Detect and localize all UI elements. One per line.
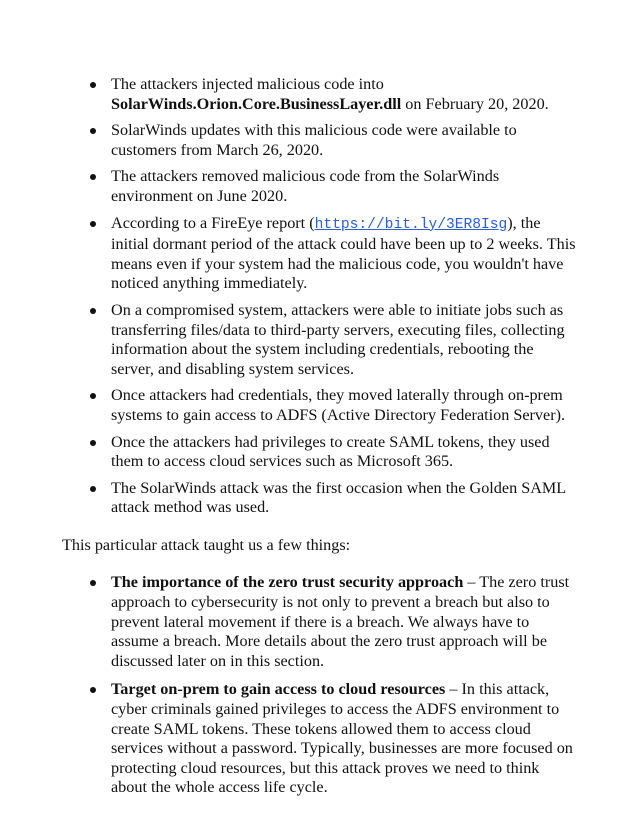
list-item-text: on February 20, 2020.: [401, 94, 549, 113]
fireeye-report-link[interactable]: https://bit.ly/3ER8Isg: [314, 216, 508, 233]
bullet-icon: [90, 486, 96, 492]
bullet-icon: [90, 82, 96, 88]
bullet-icon: [90, 221, 96, 227]
list-item: [80, 214, 578, 294]
bullet-icon: [90, 308, 96, 314]
list-item: [80, 479, 578, 518]
timeline-bullet-list: [80, 75, 578, 518]
lessons-intro-paragraph: This particular attack taught us a few things:: [62, 535, 351, 554]
bullet-icon: [90, 440, 96, 446]
lesson-heading: Target on-prem to gain access to cloud resources: [111, 680, 446, 699]
list-item-text: On a compromised system, attackers were able to initiate jobs such as transferring files/data to third-party servers, executing files, collecting information about the system including credentials, rebooting the server, and disabling system services.: [111, 300, 565, 378]
list-item: [80, 75, 578, 114]
lessons-bullet-list: [80, 573, 578, 798]
list-item-text: The SolarWinds attack was the first occasion when the Golden SAML attack method was used.: [111, 478, 566, 517]
list-item-text: – In this attack, cyber criminals gained privileges to access the ADFS environment to create SAML tokens. These tokens allowed them to access cloud services without a password. Typically, businesses are more focused on protecting cloud resources, but this attack proves we need to think about the whole access life cycle.: [111, 680, 573, 797]
list-item-text: Once attackers had credentials, they moved laterally through on-prem systems to gain access to ADFS (Active Directory Federation Server).: [111, 386, 566, 424]
list-item: [80, 573, 578, 671]
bullet-icon: [90, 174, 96, 180]
list-item-text: The attackers removed malicious code from the SolarWinds environment on June 2020.: [111, 167, 500, 205]
bullet-icon: [90, 128, 96, 134]
list-item: [80, 121, 578, 160]
list-item: [80, 167, 578, 206]
list-item-text: The attackers injected malicious code into: [111, 75, 384, 93]
list-item: [80, 301, 578, 379]
list-item-text: ), the initial dormant period of the attack could have been up to 2 weeks. This means even if your system had the malicious code, you wouldn't have noticed anything immediately.: [111, 213, 576, 293]
lesson-heading: The importance of the zero trust security approach: [111, 573, 464, 592]
list-item-text: Once the attackers had privileges to create SAML tokens, they used them to access cloud services such as Microsoft 365.: [111, 432, 550, 471]
bullet-icon: [90, 580, 96, 586]
list-item: [80, 386, 578, 425]
list-item-text: According to a FireEye report (: [111, 213, 315, 232]
list-item: [80, 433, 578, 472]
list-item-text: SolarWinds updates with this malicious code were available to customers from March 26, 2020.: [111, 121, 517, 159]
bullet-icon: [90, 687, 96, 693]
list-item: [80, 680, 578, 798]
dll-name: SolarWinds.Orion.Core.BusinessLayer.dll: [111, 94, 402, 113]
bullet-icon: [90, 393, 96, 399]
list-item-text: – The zero trust approach to cybersecurity is not only to prevent a breach but also to prevent lateral movement if there is a breach. We always have to assume a breach. More details about the zero trust approach will be discussed later on in this section.: [111, 573, 570, 670]
